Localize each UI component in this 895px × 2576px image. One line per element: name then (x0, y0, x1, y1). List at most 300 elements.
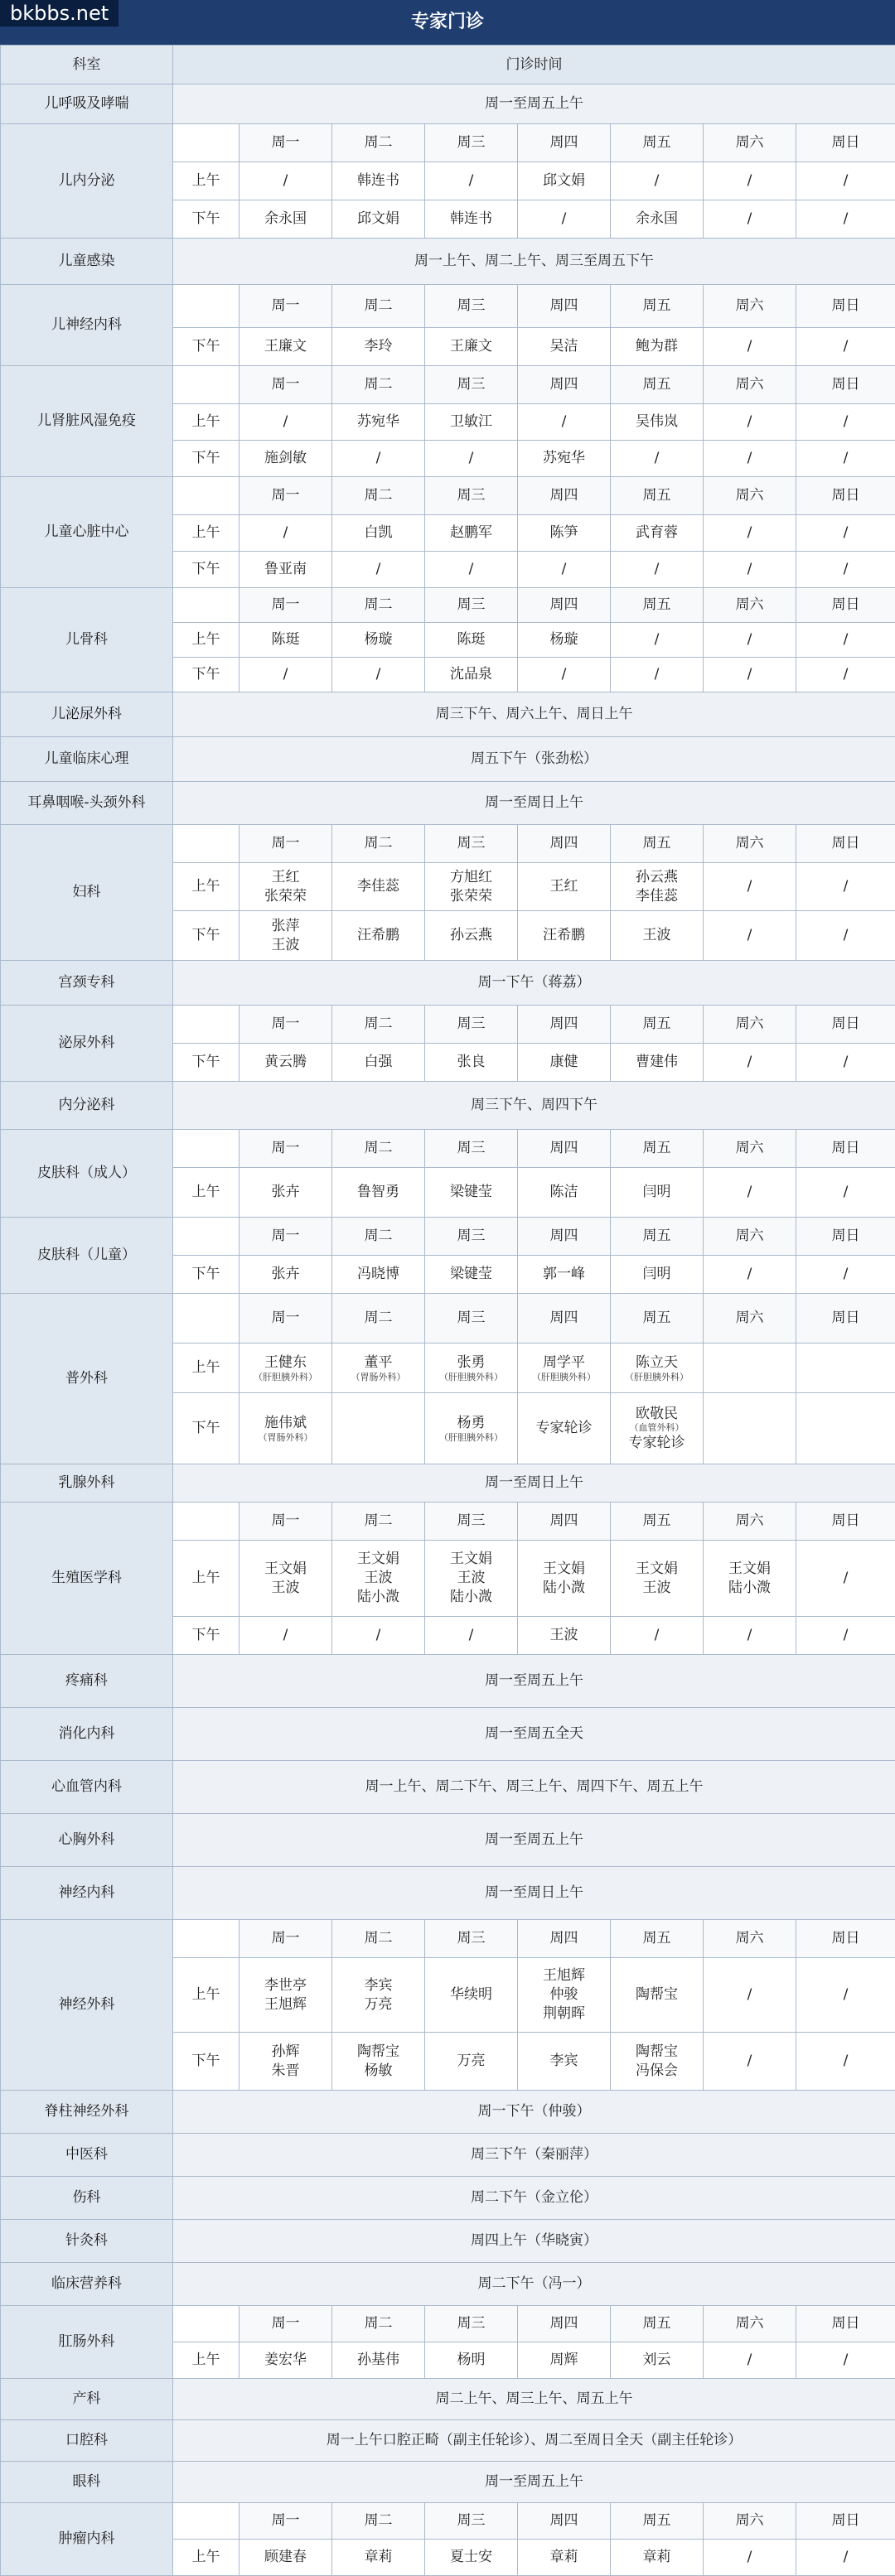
weekday-header: 周六 (704, 1218, 796, 1256)
doctor-cell: / (518, 404, 611, 441)
doctor-cell: 华续明 (425, 1958, 518, 2033)
weekday-header: 周日 (796, 1006, 895, 1044)
doctor-cell: 梁键莹 (425, 1168, 518, 1218)
table-row (1, 1761, 895, 1814)
doctor-cell: 汪希鹏 (518, 911, 611, 961)
doctor-cell: 鲁亚南 (239, 552, 332, 588)
doctor-cell: / (425, 1617, 518, 1655)
doctor-cell: / (332, 1617, 425, 1655)
doctor-cell: 王文娟 王波 (611, 1541, 704, 1617)
weekday-header: 周二 (332, 2306, 425, 2342)
weekday-header: 周一 (239, 1920, 332, 1958)
doctor-cell: / (518, 552, 611, 588)
period-label: 上午 (173, 2540, 239, 2576)
weekday-header: 周四 (518, 588, 611, 623)
doctor-cell: / (704, 552, 796, 588)
doctor-cell: / (796, 515, 895, 552)
schedule-text: 周三下午（秦丽萍） (173, 2134, 895, 2177)
doctor-cell: 苏宛华 (332, 404, 425, 441)
doctor-cell: 王旭辉 仲骏 荆朝晖 (518, 1958, 611, 2033)
weekday-header: 周三 (425, 1006, 518, 1044)
doctor-cell: 章莉 (611, 2540, 704, 2576)
doctor-cell: 王廉文 (239, 328, 332, 366)
doctor-cell: / (796, 441, 895, 477)
doctor-cell: 张良 (425, 1044, 518, 1082)
dept-name: 神经外科 (1, 1920, 173, 2091)
table-row (1, 366, 895, 404)
doctor-cell: 梁键莹 (425, 1256, 518, 1294)
doctor-cell: 夏士安 (425, 2540, 518, 2576)
doctor-cell: 王文娟 王波 (239, 1541, 332, 1617)
period-blank (173, 477, 239, 515)
weekday-header: 周五 (611, 2503, 704, 2540)
dept-name: 乳腺外科 (1, 1464, 173, 1503)
doctor-cell: 邱文娟 (332, 200, 425, 239)
doctor-cell: / (704, 2540, 796, 2576)
doctor-cell: 孙云燕 李佳蕊 (611, 863, 704, 911)
doctor-cell: 张卉 (239, 1256, 332, 1294)
table-row (1, 1708, 895, 1761)
weekday-header: 周五 (611, 588, 704, 623)
weekday-header: 周四 (518, 1006, 611, 1044)
doctor-cell: 李宾 (518, 2033, 611, 2091)
dept-name: 口腔科 (1, 2420, 173, 2462)
weekday-header: 周二 (332, 477, 425, 515)
doctor-cell (332, 1393, 425, 1464)
weekday-header: 周四 (518, 2306, 611, 2342)
weekday-header: 周四 (518, 1294, 611, 1343)
table-row (1, 2306, 895, 2342)
table-row (1, 1867, 895, 1920)
weekday-header: 周六 (704, 124, 796, 162)
weekday-header: 周二 (332, 366, 425, 404)
table-row (1, 961, 895, 1006)
dept-name: 儿童心脏中心 (1, 477, 173, 588)
table-row (1, 825, 895, 863)
doctor-cell: 闫明 (611, 1256, 704, 1294)
weekday-header: 周三 (425, 1920, 518, 1958)
doctor-cell: / (425, 162, 518, 200)
dept-name: 儿内分泌 (1, 124, 173, 239)
table-row (1, 1814, 895, 1867)
column-header-dept: 科室 (1, 46, 173, 84)
weekday-header: 周二 (332, 124, 425, 162)
doctor-cell: / (332, 441, 425, 477)
dept-name: 疼痛科 (1, 1655, 173, 1708)
period-label: 下午 (173, 200, 239, 239)
dept-name: 普外科 (1, 1294, 173, 1464)
schedule-text: 周一下午（蒋荔） (173, 961, 895, 1006)
weekday-header: 周三 (425, 1218, 518, 1256)
doctor-cell: 武育蓉 (611, 515, 704, 552)
weekday-header: 周一 (239, 477, 332, 515)
doctor-cell: 王红 (518, 863, 611, 911)
weekday-header: 周日 (796, 124, 895, 162)
weekday-header: 周三 (425, 1130, 518, 1168)
weekday-header: 周五 (611, 124, 704, 162)
dept-name: 眼科 (1, 2462, 173, 2503)
weekday-header: 周六 (704, 477, 796, 515)
doctor-cell: 方旭红 张荣荣 (425, 863, 518, 911)
doctor-cell: / (796, 2342, 895, 2379)
table-row (1, 46, 895, 84)
dept-name: 临床营养科 (1, 2263, 173, 2306)
doctor-cell: 冯晓博 (332, 1256, 425, 1294)
doctor-cell: / (796, 1617, 895, 1655)
doctor-cell: 杨璇 (332, 623, 425, 658)
schedule-text: 周一至周五上午 (173, 2462, 895, 2503)
doctor-cell (796, 1393, 895, 1464)
weekday-header: 周二 (332, 285, 425, 328)
period-blank (173, 285, 239, 328)
doctor-cell: / (796, 1541, 895, 1617)
weekday-header: 周二 (332, 825, 425, 863)
weekday-header: 周三 (425, 124, 518, 162)
doctor-cell: 李玲 (332, 328, 425, 366)
doctor-cell: / (239, 515, 332, 552)
doctor-cell: 白强 (332, 1044, 425, 1082)
period-label: 下午 (173, 552, 239, 588)
doctor-cell: 沈品泉 (425, 658, 518, 692)
doctor-cell: 姜宏华 (239, 2342, 332, 2379)
period-blank (173, 1503, 239, 1541)
period-label: 上午 (173, 162, 239, 200)
dept-name: 产科 (1, 2379, 173, 2420)
doctor-cell: / (796, 1958, 895, 2033)
period-label: 上午 (173, 2342, 239, 2379)
doctor-cell: 白凯 (332, 515, 425, 552)
schedule-text: 周三下午、周六上午、周日上午 (173, 692, 895, 737)
doctor-cell: 章莉 (332, 2540, 425, 2576)
weekday-header: 周日 (796, 825, 895, 863)
period-blank (173, 124, 239, 162)
period-label: 上午 (173, 1958, 239, 2033)
weekday-header: 周一 (239, 1218, 332, 1256)
doctor-cell: 曹建伟 (611, 1044, 704, 1082)
doctor-cell: 专家轮诊 (518, 1393, 611, 1464)
doctor-cell: / (796, 623, 895, 658)
period-blank (173, 1294, 239, 1343)
schedule-text: 周四上午（华晓寅） (173, 2220, 895, 2263)
doctor-cell: 王健东 （肝胆胰外科） (239, 1343, 332, 1393)
period-label: 下午 (173, 658, 239, 692)
weekday-header: 周五 (611, 1218, 704, 1256)
schedule-text: 周二上午、周三上午、周五上午 (173, 2379, 895, 2420)
doctor-cell: / (611, 441, 704, 477)
doctor-cell: / (796, 911, 895, 961)
dept-name: 内分泌科 (1, 1082, 173, 1130)
dept-name: 生殖医学科 (1, 1503, 173, 1655)
table-row (1, 2091, 895, 2134)
dept-name: 伤科 (1, 2177, 173, 2220)
table-row (1, 477, 895, 515)
schedule-text: 周一至周五全天 (173, 1708, 895, 1761)
weekday-header: 周一 (239, 285, 332, 328)
weekday-header: 周四 (518, 825, 611, 863)
doctor-cell: 王红 张荣荣 (239, 863, 332, 911)
doctor-cell: / (239, 1617, 332, 1655)
doctor-cell: 施剑敏 (239, 441, 332, 477)
weekday-header: 周四 (518, 2503, 611, 2540)
weekday-header: 周五 (611, 2306, 704, 2342)
weekday-header: 周二 (332, 2503, 425, 2540)
doctor-cell: / (239, 162, 332, 200)
schedule-text: 周一上午、周二上午、周三至周五下午 (173, 239, 895, 285)
table-row (1, 1503, 895, 1541)
weekday-header: 周三 (425, 825, 518, 863)
doctor-cell: 周学平 （肝胆胰外科） (518, 1343, 611, 1393)
doctor-cell: 陈珽 (239, 623, 332, 658)
weekday-header: 周日 (796, 2306, 895, 2342)
doctor-cell: 杨勇 （肝胆胰外科） (425, 1393, 518, 1464)
doctor-cell: / (704, 2342, 796, 2379)
doctor-cell: / (796, 1256, 895, 1294)
doctor-cell: 卫敏江 (425, 404, 518, 441)
weekday-header: 周二 (332, 588, 425, 623)
watermark: bkbbs.net (0, 0, 119, 27)
doctor-cell: 顾建春 (239, 2540, 332, 2576)
doctor-cell: 陶帮宝 (611, 1958, 704, 2033)
weekday-header: 周二 (332, 1503, 425, 1541)
weekday-header: 周三 (425, 2503, 518, 2540)
doctor-cell: 李世亭 王旭辉 (239, 1958, 332, 2033)
period-label: 上午 (173, 623, 239, 658)
weekday-header: 周六 (704, 2503, 796, 2540)
period-label: 下午 (173, 1044, 239, 1082)
table-row (1, 2220, 895, 2263)
weekday-header: 周六 (704, 1006, 796, 1044)
schedule-text: 周一上午、周二下午、周三上午、周四下午、周五上午 (173, 1761, 895, 1814)
doctor-cell: 王文娟 陆小溦 (518, 1541, 611, 1617)
weekday-header: 周六 (704, 1503, 796, 1541)
doctor-cell: / (518, 200, 611, 239)
doctor-cell: / (611, 658, 704, 692)
weekday-header: 周四 (518, 366, 611, 404)
schedule-text: 周一上午口腔正畸（副主任轮诊）、周二至周日全天（副主任轮诊） (173, 2420, 895, 2462)
weekday-header: 周二 (332, 1294, 425, 1343)
doctor-cell: 董平 （胃肠外科） (332, 1343, 425, 1393)
doctor-cell: 张卉 (239, 1168, 332, 1218)
schedule-table (0, 45, 895, 2576)
doctor-cell: / (425, 441, 518, 477)
weekday-header: 周三 (425, 366, 518, 404)
doctor-cell: 周辉 (518, 2342, 611, 2379)
doctor-cell: / (704, 441, 796, 477)
weekday-header: 周四 (518, 1503, 611, 1541)
doctor-cell: / (796, 2033, 895, 2091)
doctor-cell: 余永国 (611, 200, 704, 239)
weekday-header: 周日 (796, 366, 895, 404)
doctor-cell: / (704, 1168, 796, 1218)
period-label: 下午 (173, 328, 239, 366)
doctor-cell: 韩连书 (332, 162, 425, 200)
doctor-cell: 陶帮宝 杨敏 (332, 2033, 425, 2091)
dept-name: 心血管内科 (1, 1761, 173, 1814)
doctor-cell: 陈笋 (518, 515, 611, 552)
weekday-header: 周二 (332, 1006, 425, 1044)
doctor-cell: / (796, 863, 895, 911)
schedule-text: 周五下午（张劲松） (173, 737, 895, 782)
table-row (1, 1655, 895, 1708)
doctor-cell: 杨明 (425, 2342, 518, 2379)
doctor-cell: / (796, 658, 895, 692)
dept-name: 儿肾脏风湿免疫 (1, 366, 173, 477)
doctor-cell: 王波 (611, 911, 704, 961)
doctor-cell: 苏宛华 (518, 441, 611, 477)
table-row (1, 1294, 895, 1343)
doctor-cell: / (425, 552, 518, 588)
doctor-cell: 汪希鹏 (332, 911, 425, 961)
dept-name: 皮肤科（儿童） (1, 1218, 173, 1294)
weekday-header: 周六 (704, 2306, 796, 2342)
period-blank (173, 2503, 239, 2540)
schedule-text: 周二下午（冯一） (173, 2263, 895, 2306)
doctor-cell: 王廉文 (425, 328, 518, 366)
dept-name: 儿神经内科 (1, 285, 173, 366)
schedule-text: 周一至周日上午 (173, 1464, 895, 1503)
table-row (1, 2503, 895, 2540)
doctor-cell: 李宾 万亮 (332, 1958, 425, 2033)
doctor-cell (704, 1343, 796, 1393)
schedule-text: 周一至周日上午 (173, 782, 895, 825)
doctor-cell: / (518, 658, 611, 692)
table-row (1, 124, 895, 162)
doctor-cell: / (611, 623, 704, 658)
weekday-header: 周日 (796, 477, 895, 515)
doctor-cell: / (611, 552, 704, 588)
schedule-text: 周二下午（金立伦） (173, 2177, 895, 2220)
doctor-cell: 万亮 (425, 2033, 518, 2091)
weekday-header: 周一 (239, 588, 332, 623)
period-blank (173, 366, 239, 404)
doctor-cell: 邱文娟 (518, 162, 611, 200)
table-row (1, 588, 895, 623)
weekday-header: 周三 (425, 588, 518, 623)
weekday-header: 周三 (425, 2306, 518, 2342)
period-label: 上午 (173, 1343, 239, 1393)
page-title: 专家门诊 (0, 0, 895, 45)
weekday-header: 周一 (239, 825, 332, 863)
schedule-text: 周一下午（仲骏） (173, 2091, 895, 2134)
weekday-header: 周三 (425, 1503, 518, 1541)
weekday-header: 周四 (518, 1920, 611, 1958)
table-row (1, 1920, 895, 1958)
period-blank (173, 2306, 239, 2342)
doctor-cell: 陈珽 (425, 623, 518, 658)
column-header-time: 门诊时间 (173, 46, 895, 84)
weekday-header: 周四 (518, 1130, 611, 1168)
doctor-cell: / (704, 658, 796, 692)
period-blank (173, 1130, 239, 1168)
doctor-cell: / (704, 911, 796, 961)
doctor-cell: 欧敬民 （血管外科） 专家轮诊 (611, 1393, 704, 1464)
period-label: 上午 (173, 404, 239, 441)
dept-name: 儿呼吸及哮喘 (1, 84, 173, 124)
doctor-cell: 鲍为群 (611, 328, 704, 366)
weekday-header: 周一 (239, 1503, 332, 1541)
weekday-header: 周日 (796, 1503, 895, 1541)
doctor-cell: 鲁智勇 (332, 1168, 425, 1218)
doctor-cell: 王文娟 王波 陆小溦 (425, 1541, 518, 1617)
weekday-header: 周五 (611, 1503, 704, 1541)
table-row (1, 692, 895, 737)
weekday-header: 周六 (704, 285, 796, 328)
period-label: 上午 (173, 863, 239, 911)
doctor-cell: / (704, 1958, 796, 2033)
table-row (1, 2379, 895, 2420)
doctor-cell: / (796, 200, 895, 239)
weekday-header: 周一 (239, 124, 332, 162)
dept-name: 儿骨科 (1, 588, 173, 692)
weekday-header: 周日 (796, 1218, 895, 1256)
doctor-cell: / (796, 162, 895, 200)
table-row (1, 84, 895, 124)
period-label: 下午 (173, 1256, 239, 1294)
doctor-cell: 孙云燕 (425, 911, 518, 961)
doctor-cell: / (332, 658, 425, 692)
doctor-cell: / (704, 1256, 796, 1294)
weekday-header: 周二 (332, 1130, 425, 1168)
doctor-cell: / (704, 1044, 796, 1082)
doctor-cell: / (704, 200, 796, 239)
doctor-cell: / (704, 1617, 796, 1655)
table-row (1, 737, 895, 782)
doctor-cell: 康健 (518, 1044, 611, 1082)
period-label: 下午 (173, 911, 239, 961)
table-row (1, 285, 895, 328)
doctor-cell: / (704, 162, 796, 200)
doctor-cell: / (239, 404, 332, 441)
doctor-cell: / (796, 2540, 895, 2576)
schedule-text: 周一至周五上午 (173, 1814, 895, 1867)
weekday-header: 周日 (796, 1130, 895, 1168)
weekday-header: 周日 (796, 285, 895, 328)
weekday-header: 周日 (796, 2503, 895, 2540)
weekday-header: 周日 (796, 1294, 895, 1343)
doctor-cell: 施伟斌 （胃肠外科） (239, 1393, 332, 1464)
doctor-cell: / (704, 515, 796, 552)
dept-name: 妇科 (1, 825, 173, 961)
doctor-cell: / (611, 1617, 704, 1655)
doctor-cell: 闫明 (611, 1168, 704, 1218)
table-row (1, 782, 895, 825)
weekday-header: 周六 (704, 1294, 796, 1343)
doctor-cell: 赵鹏军 (425, 515, 518, 552)
period-blank (173, 1006, 239, 1044)
doctor-cell: / (704, 404, 796, 441)
weekday-header: 周五 (611, 1130, 704, 1168)
doctor-cell: 李佳蕊 (332, 863, 425, 911)
doctor-cell: / (796, 404, 895, 441)
period-label: 上午 (173, 515, 239, 552)
dept-name: 儿泌尿外科 (1, 692, 173, 737)
weekday-header: 周五 (611, 1294, 704, 1343)
dept-name: 心胸外科 (1, 1814, 173, 1867)
dept-name: 针灸科 (1, 2220, 173, 2263)
doctor-cell: 王文娟 王波 陆小溦 (332, 1541, 425, 1617)
doctor-cell: 吴伟岚 (611, 404, 704, 441)
dept-name: 神经内科 (1, 1867, 173, 1920)
doctor-cell: / (704, 863, 796, 911)
table-row (1, 1006, 895, 1044)
weekday-header: 周一 (239, 2306, 332, 2342)
weekday-header: 周四 (518, 1218, 611, 1256)
doctor-cell: / (239, 658, 332, 692)
table-row (1, 239, 895, 285)
period-label: 下午 (173, 1617, 239, 1655)
doctor-cell: 吴洁 (518, 328, 611, 366)
schedule-text: 周一至周五上午 (173, 84, 895, 124)
